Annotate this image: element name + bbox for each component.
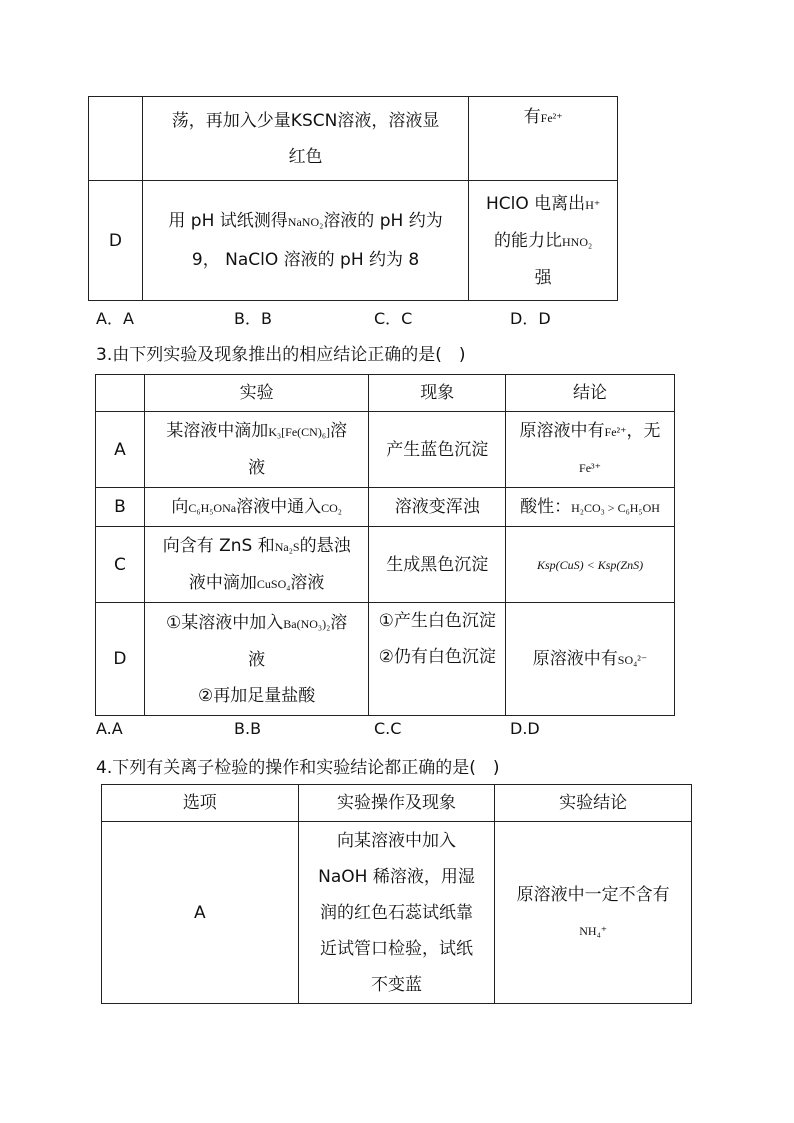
- experiment-formula: CuSO₄: [256, 576, 291, 591]
- table-row: [96, 488, 675, 527]
- experiment-cell: [144, 527, 369, 603]
- experiment-formula: C₆H₅ONa: [188, 500, 237, 515]
- option-c[interactable]: C.C: [374, 719, 402, 738]
- row-label-cell: D: [89, 181, 143, 301]
- conclusion-cell: [506, 603, 675, 716]
- table-q4: [101, 784, 692, 1004]
- table-header-row: [96, 375, 675, 412]
- conclusion-formula: Ksp(CuS) < Ksp(ZnS): [536, 558, 644, 572]
- experiment-text: ①某溶液中加入: [166, 612, 284, 633]
- experiment-text: 向含有 ZnS 和: [162, 535, 275, 556]
- phenomenon-cell: [369, 603, 506, 716]
- conclusion-text: 有: [523, 107, 541, 127]
- experiment-text-line2: 液: [248, 458, 266, 478]
- experiment-text: 溶液中通入: [236, 496, 322, 517]
- experiment-text: 溶液: [290, 572, 325, 593]
- experiment-text-line1: 荡，再加入少量KSCN溶液，溶液显: [171, 110, 440, 131]
- option-b[interactable]: B．B: [234, 309, 272, 328]
- operation-text-line1: 向某溶液中加入: [336, 830, 456, 851]
- conclusion-cell: [506, 488, 675, 527]
- table-q3: [95, 374, 675, 716]
- experiment-text: 液中滴加: [188, 572, 257, 593]
- row-label-cell: A: [96, 412, 145, 488]
- header-cell: 实验操作及现象: [298, 785, 495, 822]
- conclusion-cell: [495, 822, 692, 1004]
- header-cell: 选项: [102, 785, 299, 822]
- header-cell: 实验: [144, 375, 369, 412]
- phenomenon-text-line2: ②仍有白色沉淀: [378, 647, 496, 667]
- conclusion-text: 原溶液中有: [532, 648, 618, 669]
- experiment-text: 溶: [330, 421, 347, 441]
- conclusion-text: 原溶液中有: [519, 421, 605, 441]
- table-row: [102, 822, 692, 1004]
- conclusion-cell: [506, 527, 675, 603]
- conclusion-text: ，无: [626, 421, 661, 441]
- operation-cell: [298, 822, 495, 1004]
- header-cell: 结论: [506, 375, 675, 412]
- header-cell: 现象: [369, 375, 506, 412]
- phenomenon-text-line1: ①产生白色沉淀: [378, 611, 496, 631]
- conclusion-formula: SO₄²⁻: [617, 652, 648, 667]
- experiment-cell: [142, 181, 468, 301]
- conclusion-formula: H⁺: [585, 197, 601, 212]
- operation-text-line4: 近试管口检验，试纸: [319, 938, 473, 959]
- option-c[interactable]: C．C: [374, 309, 413, 328]
- conclusion-cell: [506, 412, 675, 488]
- table-row: [89, 181, 618, 301]
- experiment-cell: [144, 412, 369, 488]
- option-a[interactable]: A.A: [96, 719, 123, 738]
- phenomenon-cell: 产生蓝色沉淀: [369, 412, 506, 488]
- conclusion-text: 原溶液中一定不含有: [516, 884, 670, 905]
- experiment-text-line2: 9， NaClO 溶液的 pH 约为 8: [191, 250, 420, 270]
- experiment-text-line2: 红色: [288, 146, 323, 167]
- experiment-cell: [142, 97, 468, 181]
- table-row: [89, 97, 618, 181]
- conclusion-formula: H₂CO₃ > C₆H₅OH: [571, 500, 660, 515]
- conclusion-formula: NH₄⁺: [579, 923, 608, 938]
- experiment-formula: Ba(NO₃)₂: [283, 616, 331, 631]
- table-row: [96, 527, 675, 603]
- experiment-text: 向: [171, 496, 189, 517]
- conclusion-formula: Fe³⁺: [579, 461, 601, 475]
- phenomenon-cell: 生成黑色沉淀: [369, 527, 506, 603]
- row-label-cell: A: [102, 822, 299, 1004]
- operation-text-line5: 不变蓝: [370, 974, 422, 995]
- experiment-text-line3: ②再加足量盐酸: [198, 685, 316, 706]
- experiment-text: 用 pH 试纸测得: [168, 211, 288, 231]
- phenomenon-cell: 溶液变浑浊: [369, 488, 506, 527]
- conclusion-text: HClO 电离出: [486, 193, 586, 214]
- operation-text-line3: 润的红色石蕊试纸靠: [319, 902, 473, 923]
- option-d[interactable]: D.D: [510, 719, 540, 738]
- conclusion-text: 强: [534, 267, 552, 288]
- option-a[interactable]: A．A: [96, 309, 134, 328]
- table-row: [96, 412, 675, 488]
- question-3-title: 3.由下列实验及现象推出的相应结论正确的是( ): [96, 345, 466, 365]
- row-label-cell: C: [96, 527, 145, 603]
- experiment-formula: NaNO₂: [287, 215, 324, 229]
- row-label-cell: D: [96, 603, 145, 716]
- conclusion-formula: Fe²⁺: [604, 425, 627, 439]
- row-label-cell: B: [96, 488, 145, 527]
- experiment-text-line2: 液: [248, 649, 266, 670]
- conclusion-formula: HNO₂: [562, 234, 593, 249]
- experiment-text: 溶液的 pH 约为: [323, 211, 443, 231]
- conclusion-cell: [469, 181, 618, 301]
- table-q2-continuation: [88, 96, 618, 301]
- conclusion-text: 的能力比: [494, 230, 563, 251]
- question-4-title: 4.下列有关离子检验的操作和实验结论都正确的是( ): [96, 758, 500, 778]
- header-cell: 实验结论: [495, 785, 692, 822]
- conclusion-formula: Fe²⁺: [540, 111, 563, 125]
- option-d[interactable]: D．D: [510, 309, 551, 328]
- conclusion-cell: [469, 97, 618, 181]
- conclusion-text: 酸性：: [520, 496, 572, 517]
- option-b[interactable]: B.B: [234, 719, 262, 738]
- experiment-formula: CO₂: [321, 500, 342, 515]
- row-label-cell: [89, 97, 143, 181]
- experiment-formula: Na₂S: [274, 539, 300, 554]
- experiment-text: 溶: [330, 612, 348, 633]
- table-row: [96, 603, 675, 716]
- table-header-row: [102, 785, 692, 822]
- operation-text-line2: NaOH 稀溶液，用湿: [318, 866, 475, 887]
- experiment-cell: [144, 488, 369, 527]
- experiment-text: 某溶液中滴加: [166, 421, 269, 441]
- experiment-cell: [144, 603, 369, 716]
- experiment-formula: K₃[Fe(CN)₆]: [268, 425, 330, 439]
- experiment-text: 的悬浊: [299, 535, 351, 556]
- header-cell: [96, 375, 145, 412]
